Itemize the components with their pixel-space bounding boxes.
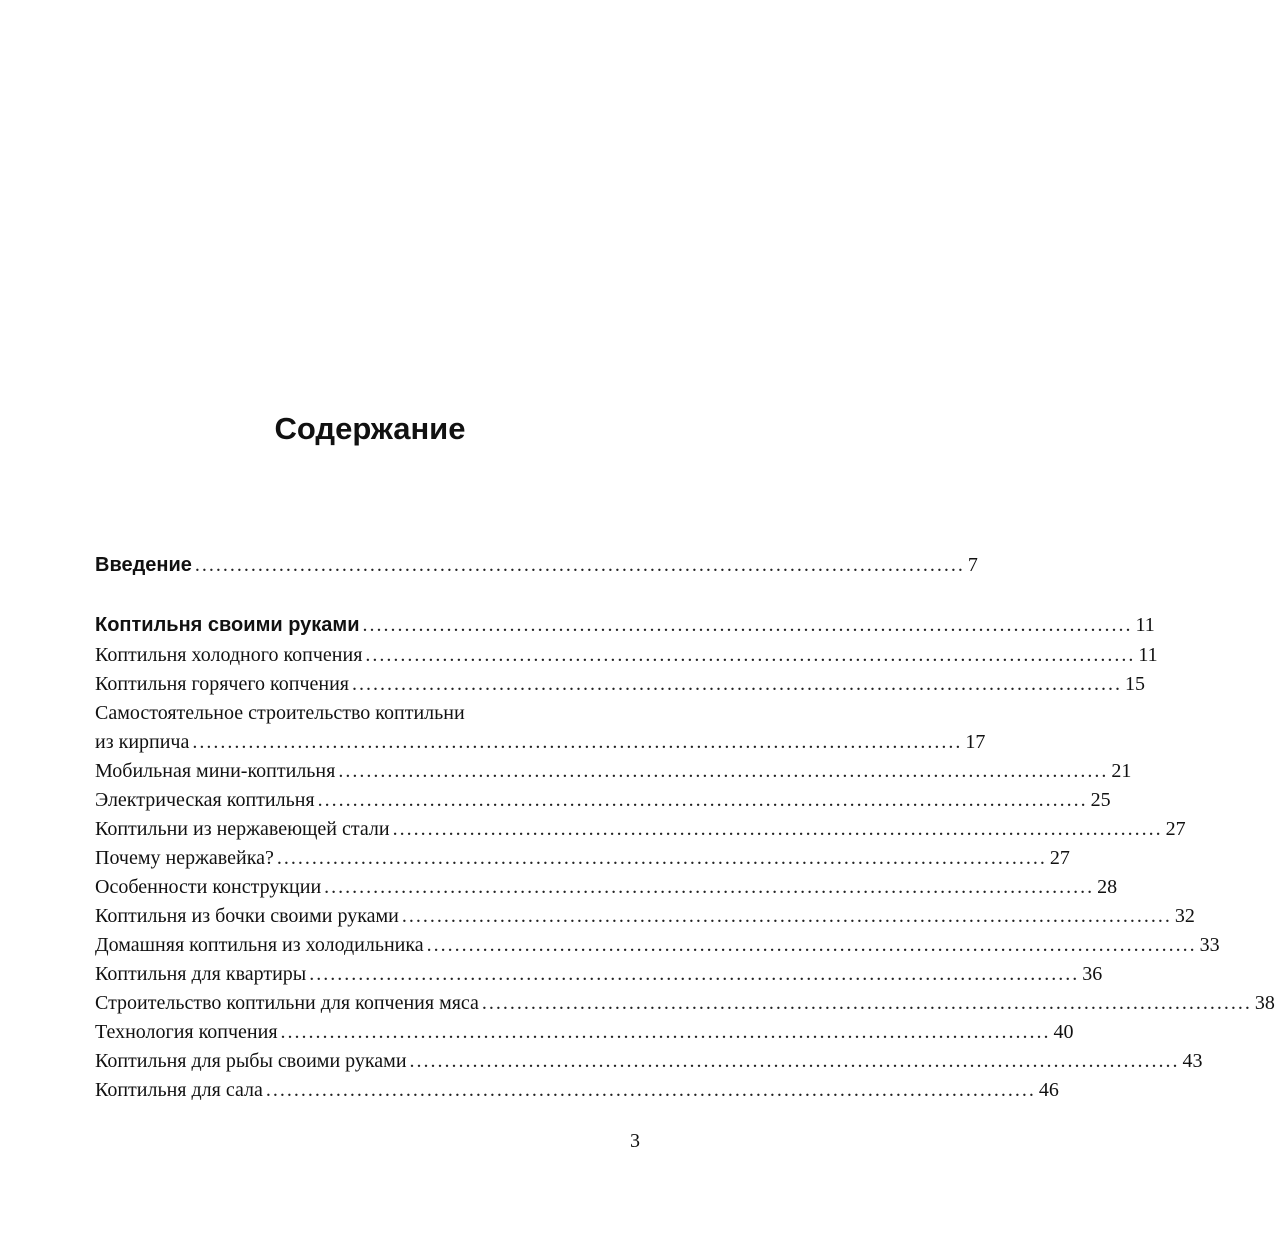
toc-entry-page: 11	[1135, 614, 1155, 636]
toc-entry-title: Коптильня горячего копчения	[95, 673, 349, 695]
toc-entry	[95, 901, 1195, 931]
toc-leader-dots: ..............................................................................................................	[351, 673, 1122, 695]
toc-entry	[95, 988, 1275, 1018]
toc-entry-page: 25	[1090, 789, 1111, 811]
toc-entry	[95, 640, 1158, 670]
toc-entry-title: Почему нержавейка?	[95, 847, 274, 869]
toc-entry-page: 15	[1124, 673, 1145, 695]
toc-leader-dots: ..............................................................................................................	[309, 963, 1080, 985]
toc-entry-page: 7	[967, 554, 978, 576]
toc-entry-title: Мобильная мини-коптильня	[95, 760, 336, 782]
toc-entry	[95, 1017, 1074, 1047]
toc-entry-page: 27	[1165, 818, 1186, 840]
toc-entry	[95, 727, 986, 757]
toc-entry-title-line1: Самостоятельное строительство коптильни	[95, 702, 465, 724]
page-title: Содержание	[274, 411, 466, 446]
toc-entry-title: из кирпича	[95, 731, 190, 753]
toc-entry-title: Коптильня для квартиры	[95, 963, 307, 985]
toc-leader-dots: ..............................................................................................................	[194, 554, 965, 576]
toc-entry	[95, 959, 1103, 989]
toc-leader-dots: ..............................................................................................................	[365, 644, 1136, 666]
toc-entry-page: 38	[1254, 992, 1275, 1014]
toc-leader-dots: ..............................................................................................................	[324, 876, 1095, 898]
toc-entry-title: Коптильни из нержавеющей стали	[95, 818, 390, 840]
toc-entry-page: 46	[1038, 1079, 1059, 1101]
toc-leader-dots: ..............................................................................................................	[280, 1021, 1051, 1043]
toc-entry-title: Коптильня из бочки своими руками	[95, 905, 399, 927]
toc-entry-page: 36	[1082, 963, 1103, 985]
toc-entry-page: 27	[1049, 847, 1070, 869]
toc-entry	[95, 785, 1111, 815]
toc-entry	[95, 814, 1186, 844]
toc-entry	[95, 756, 1132, 786]
toc-entry-page: 17	[965, 731, 986, 753]
toc-entry	[95, 872, 1118, 902]
toc-leader-dots: ..............................................................................................................	[392, 818, 1163, 840]
toc-leader-dots: ..............................................................................................................	[409, 1050, 1180, 1072]
toc-entry-title: Коптильня для сала	[95, 1079, 263, 1101]
toc-entry-page: 21	[1111, 760, 1132, 782]
toc-entry-title: Технология копчения	[95, 1021, 278, 1043]
toc-entry-page: 40	[1053, 1021, 1074, 1043]
toc-leader-dots: ..............................................................................................................	[338, 760, 1109, 782]
toc-entry-page: 43	[1182, 1050, 1203, 1072]
toc-entry-title: Коптильня для рыбы своими руками	[95, 1050, 407, 1072]
toc-entry	[95, 843, 1070, 873]
toc-entry-title: Коптильня холодного копчения	[95, 644, 363, 666]
toc-leader-dots: ..............................................................................................................	[317, 789, 1088, 811]
toc-entry	[95, 1075, 1059, 1105]
toc-entry-title: Введение	[95, 554, 192, 576]
toc-entry	[95, 930, 1220, 960]
toc-entry-title: Домашняя коптильня из холодильника	[95, 934, 424, 956]
toc-leader-dots: ..............................................................................................................	[481, 992, 1252, 1014]
toc-leader-dots: ..............................................................................................................	[426, 934, 1197, 956]
toc-leader-dots: ..............................................................................................................	[362, 614, 1133, 636]
toc-entry-page: 32	[1174, 905, 1195, 927]
toc-leader-dots: ..............................................................................................................	[401, 905, 1172, 927]
toc-entry-page: 28	[1097, 876, 1118, 898]
toc-entry-title: Особенности конструкции	[95, 876, 322, 898]
toc-entry-title: Строительство коптильни для копчения мяса	[95, 992, 479, 1014]
toc-leader-dots: ..............................................................................................................	[265, 1079, 1036, 1101]
toc-entry-introduction	[95, 550, 978, 580]
toc-entry	[95, 1046, 1203, 1076]
toc-entry-section-heading	[95, 610, 1155, 640]
page-number: 3	[630, 1130, 640, 1152]
toc-entry-title: Электрическая коптильня	[95, 789, 315, 811]
toc-leader-dots: ..............................................................................................................	[192, 731, 963, 753]
toc-entry	[95, 669, 1145, 699]
toc-entry-page: 11	[1138, 644, 1158, 666]
toc-leader-dots: ..............................................................................................................	[276, 847, 1047, 869]
toc-entry-title: Коптильня своими руками	[95, 614, 360, 636]
toc-entry-page: 33	[1199, 934, 1220, 956]
